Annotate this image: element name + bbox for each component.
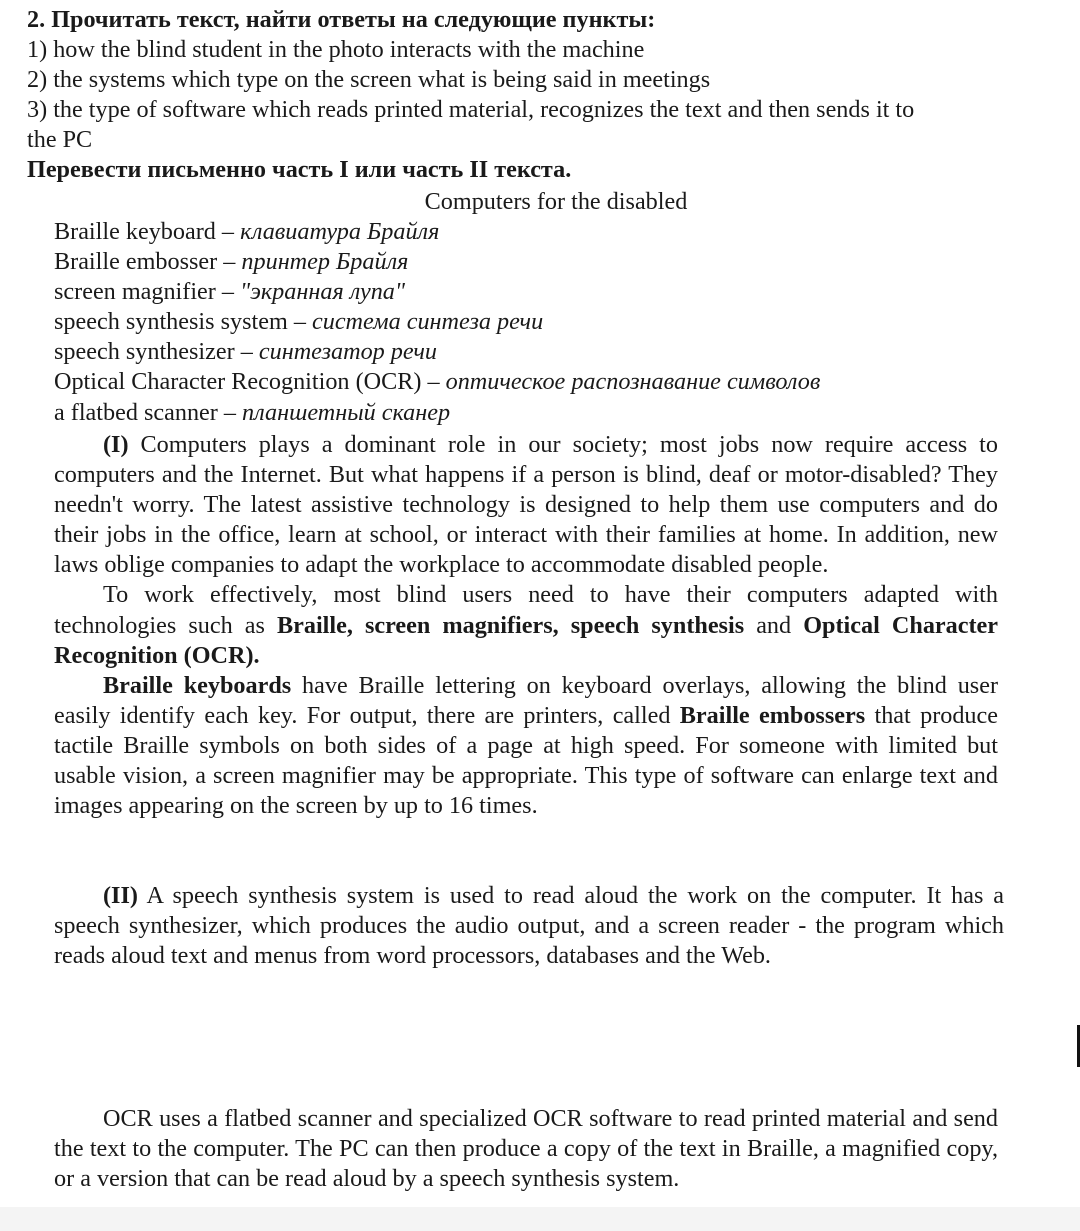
paragraph — [54, 881, 1004, 971]
paragraph-text: that produce tactile Braille symbols on both sides of a page at high speed. For someone with limited but usable vision, a screen magnifier may be appropriate. This type of software can enlarge text and images appearing on the screen by up to 16 times. — [54, 701, 998, 820]
part-two-continued — [54, 1104, 998, 1194]
translate-instruction: Перевести письменно часть I или часть II текста. — [27, 156, 572, 184]
glossary-translation: "экранная лупа" — [240, 278, 406, 306]
glossary-separator: – — [421, 368, 446, 396]
paragraph — [54, 1104, 998, 1194]
glossary-translation: планшетный сканер — [242, 398, 451, 426]
glossary-item — [54, 307, 1004, 337]
glossary-separator: – — [215, 278, 241, 306]
part-marker: (II) — [103, 882, 138, 909]
paragraph-text: OCR uses a flatbed scanner and specialized OCR software to read printed material and send the text to the computer. The PC can then produce a copy of the text in Braille, a magnified copy, or a version that can be read aloud by a speech synthesis system. — [54, 1105, 998, 1193]
glossary-translation: система синтеза речи — [311, 308, 544, 336]
glossary-term: a flatbed scanner — [54, 398, 218, 426]
text-title: Computers for the disabled — [424, 188, 688, 215]
emphasis-text: Braille, screen magnifiers, speech synthesis — [277, 611, 745, 639]
glossary-translation: клавиатура Брайля — [240, 218, 440, 245]
paragraph — [54, 671, 998, 821]
emphasis-text: Braille keyboards — [103, 671, 292, 699]
glossary-translation: синтезатор речи — [258, 338, 437, 366]
emphasis-text: Optical Character Recognition (OCR). — [54, 611, 998, 669]
emphasis-text: Braille embossers — [679, 701, 866, 729]
glossary-item — [54, 398, 1004, 428]
part-marker: (I) — [103, 431, 129, 458]
part-two — [54, 881, 1004, 971]
glossary-separator: – — [215, 218, 241, 245]
glossary-term: speech synthesizer — [54, 338, 235, 366]
paragraph-text: Computers plays a dominant role in our society; most jobs now require access to computers and the Internet. But what happens if a person is blind, deaf or motor-disabled? They needn't worry. The latest assistive technology is designed to help them use computers and do their jobs in the office, learn at school, or interact with their families at home. In addition, new laws oblige companies to adapt the workplace to accommodate disabled people. — [54, 431, 998, 579]
glossary-term: speech synthesis system — [54, 308, 288, 336]
paragraph-text: and — [744, 611, 804, 639]
task-heading: 2. Прочитать текст, найти ответы на следующие пункты: — [27, 6, 656, 33]
glossary-separator: – — [217, 398, 243, 426]
paragraph-text: A speech synthesis system is used to read aloud the work on the computer. It has a speech synthesizer, which produces the audio output, and a screen reader - the program which reads aloud text and menus from word processors, databases and the Web. — [54, 882, 1004, 970]
part-one — [54, 430, 998, 821]
task-section — [27, 5, 1027, 186]
paragraph-text: have Braille lettering on keyboard overlays, allowing the blind user easily identify each key. For output, there are printers, called — [54, 671, 998, 729]
task-item: 1) how the blind student in the photo interacts with the machine — [27, 36, 645, 64]
glossary-item — [54, 337, 1004, 367]
glossary-term: Braille keyboard — [54, 218, 216, 245]
glossary-separator: – — [234, 338, 259, 366]
paragraph — [54, 580, 998, 670]
glossary-item — [54, 217, 1004, 247]
glossary-item — [54, 367, 1004, 397]
glossary-translation: принтер Брайля — [241, 248, 409, 276]
page-bottom-band — [0, 1207, 1080, 1231]
glossary — [54, 217, 1004, 428]
glossary-item — [54, 277, 1004, 307]
task-item: 2) the systems which type on the screen what is being said in meetings — [27, 66, 711, 94]
glossary-term: Braille embosser — [54, 248, 218, 276]
glossary-translation: оптическое распознавание символов — [445, 368, 821, 396]
glossary-term: screen magnifier — [54, 278, 216, 306]
glossary-item — [54, 247, 1004, 277]
paragraph-text: To work effectively, most blind users need to have their computers adapted with technologies such as — [54, 581, 998, 639]
paragraph — [54, 430, 998, 580]
glossary-separator: – — [287, 308, 312, 336]
task-item: 3) the type of software which reads printed material, recognizes the text and then sends it to — [27, 96, 915, 124]
glossary-separator: – — [217, 248, 242, 276]
glossary-term: Optical Character Recognition (OCR) — [54, 368, 422, 396]
task-item: the PC — [27, 126, 93, 154]
